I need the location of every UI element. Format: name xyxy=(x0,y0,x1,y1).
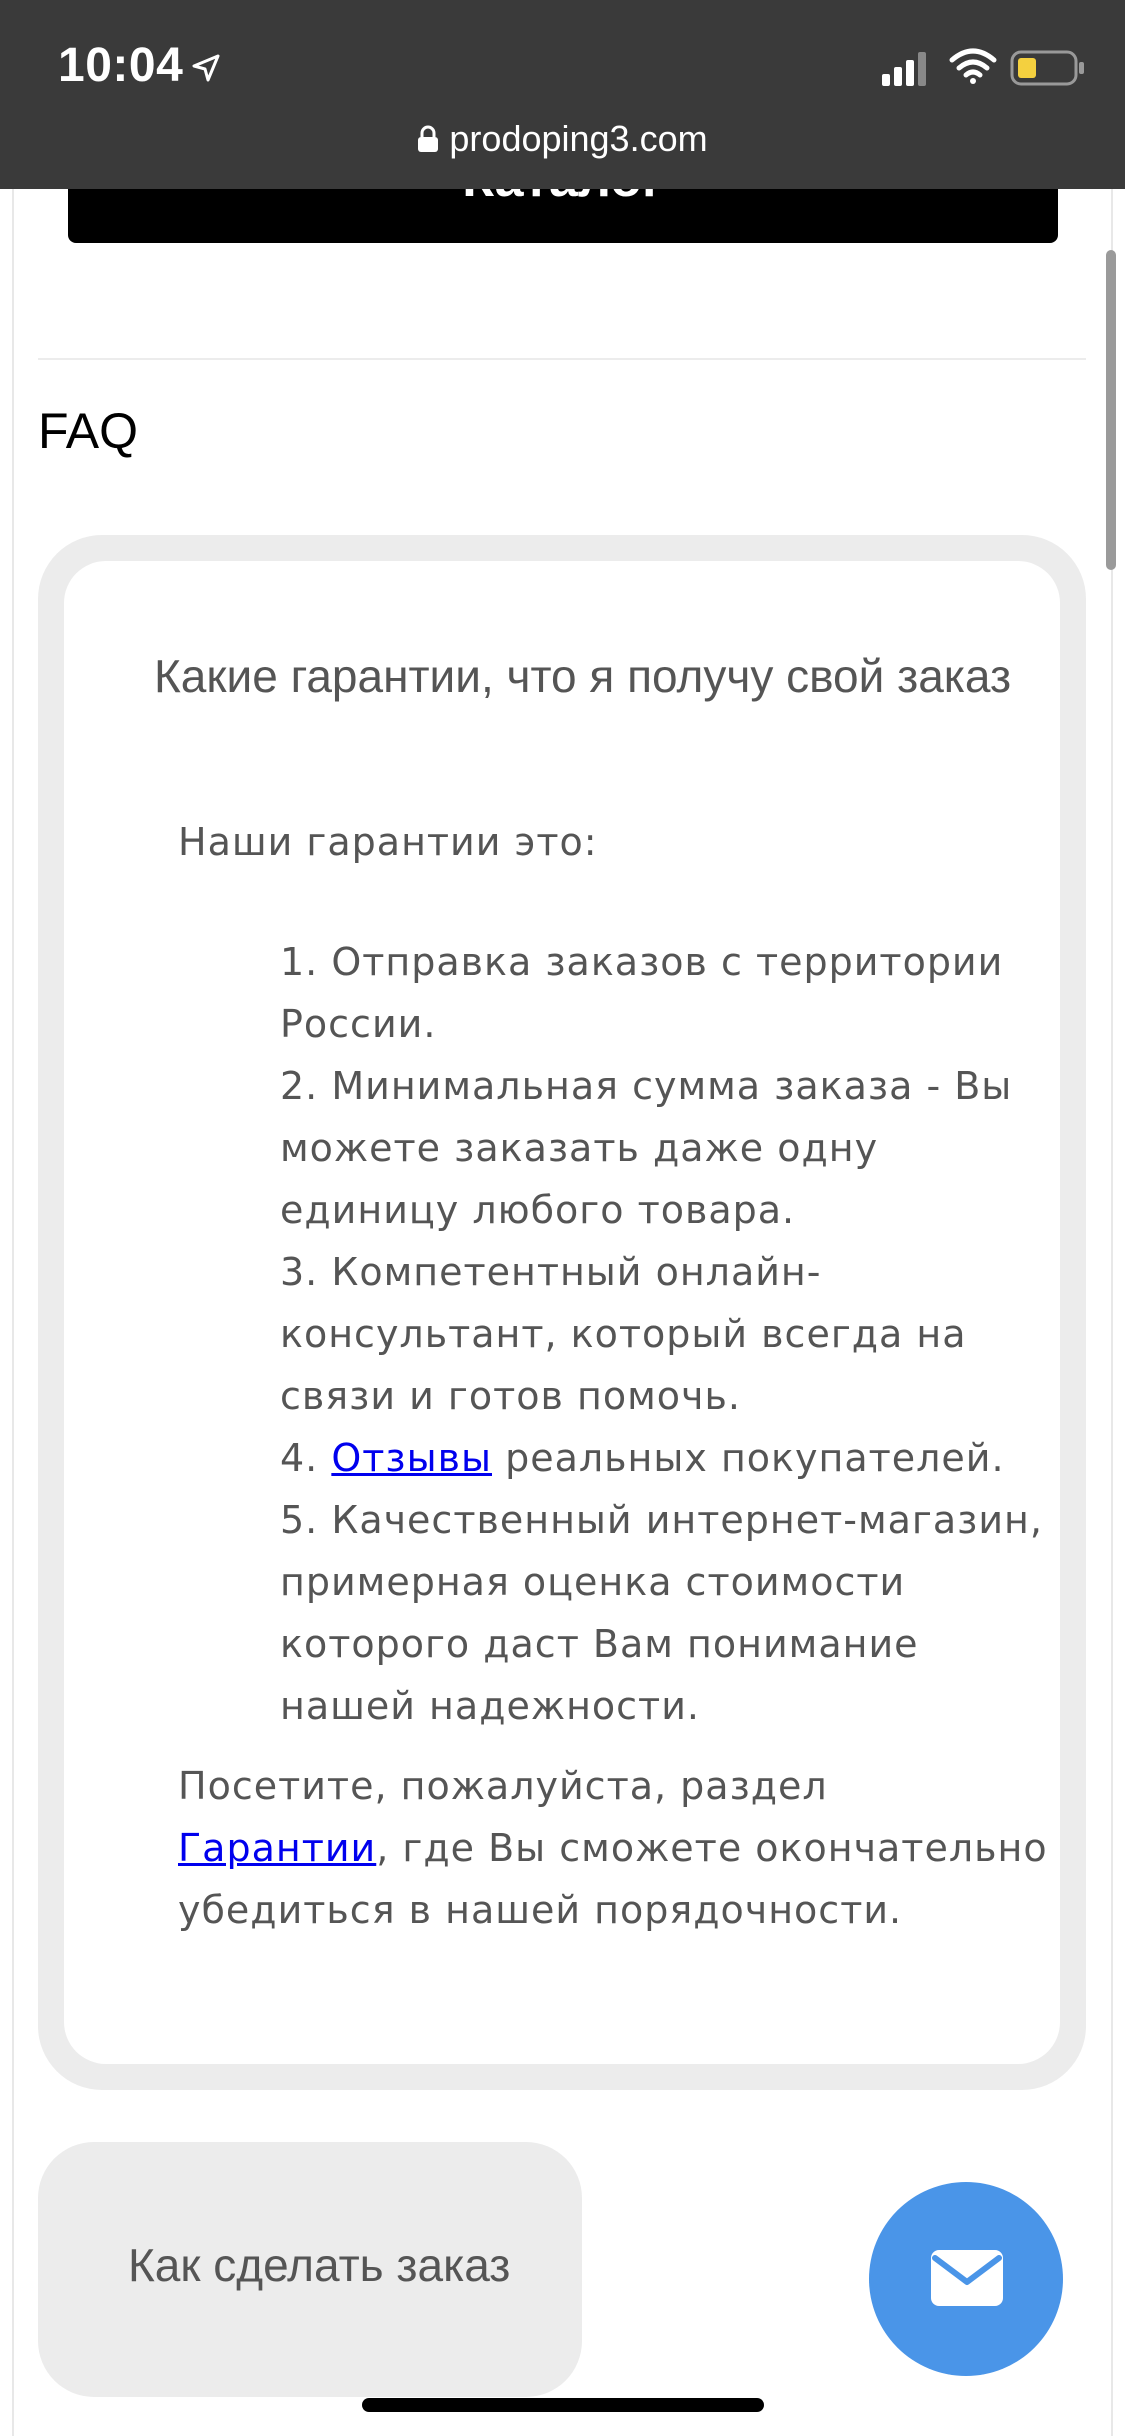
battery-icon xyxy=(1010,50,1086,86)
guarantees-link[interactable]: Гарантии xyxy=(178,1826,377,1870)
list-item: 2. Минимальная сумма заказа - Вы можете заказать даже одну единицу любого товара. xyxy=(280,1064,1013,1232)
lock-icon xyxy=(417,125,439,153)
home-indicator[interactable] xyxy=(362,2398,764,2412)
outro-prefix: Посетите, пожалуйста, раздел xyxy=(178,1764,828,1808)
list-item-suffix: реальных покупателей. xyxy=(492,1436,1005,1480)
faq-answer xyxy=(178,811,1048,1941)
list-item: 3. Компетентный онлайн-консультант, который всегда на связи и готов помочь. xyxy=(280,1250,967,1418)
clock-time: 10:04 xyxy=(58,39,184,92)
scrollbar[interactable] xyxy=(1106,250,1116,570)
faq-item-expanded[interactable] xyxy=(38,535,1086,2090)
list-item-prefix: 4. xyxy=(280,1436,332,1480)
faq-question[interactable]: Какие гарантии, что я получу свой заказ xyxy=(154,650,1012,702)
location-arrow-icon xyxy=(190,52,222,84)
faq-item-body xyxy=(64,561,1060,2064)
catalog-button[interactable] xyxy=(68,189,1058,243)
url-text: prodoping3.com xyxy=(449,118,708,159)
mail-icon xyxy=(929,2248,1005,2310)
guarantee-list xyxy=(178,931,1048,1737)
answer-outro xyxy=(178,1755,1048,1941)
status-bar xyxy=(0,0,1125,189)
list-item xyxy=(280,1427,1048,1489)
answer-intro: Наши гарантии это: xyxy=(178,820,598,864)
outro-suffix: , где Вы сможете окончательно убедиться в нашей порядочности. xyxy=(178,1826,1048,1932)
address-bar[interactable] xyxy=(0,118,1125,160)
faq-question[interactable]: Как сделать заказ xyxy=(128,2239,511,2291)
divider xyxy=(38,358,1086,360)
contact-mail-button[interactable] xyxy=(869,2182,1063,2376)
faq-item-collapsed[interactable] xyxy=(38,2142,582,2397)
reviews-link[interactable]: Отзывы xyxy=(331,1436,492,1480)
wifi-icon xyxy=(950,48,996,84)
list-item: 5. Качественный интернет-магазин, примерная оценка стоимости которого даст Вам понимание нашей надежности. xyxy=(280,1498,1043,1728)
list-item: 1. Отправка заказов с территории России. xyxy=(280,940,1004,1046)
faq-heading: FAQ xyxy=(38,403,139,459)
signal-icon xyxy=(882,52,932,86)
